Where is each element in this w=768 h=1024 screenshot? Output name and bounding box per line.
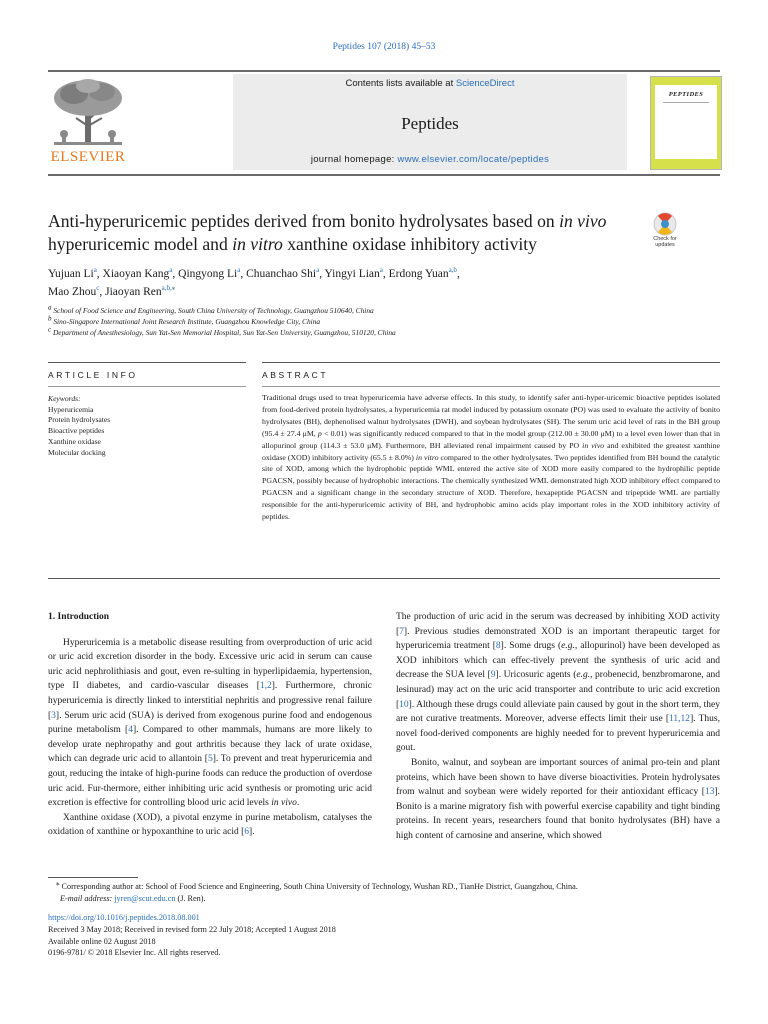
title-text: hyperuricemic model and: [48, 234, 233, 254]
keyword: Xanthine oxidase: [48, 436, 101, 446]
reference-link[interactable]: 6: [244, 827, 250, 838]
affiliation: $^a$ School of Food Science and Engineering, South China University of Technology, Guangzhou 510640, China: [48, 303, 374, 315]
homepage-prefix: journal homepage:: [310, 154, 398, 165]
author[interactable]: Yujuan Li$^a$: [48, 266, 97, 280]
author[interactable]: Xiaoyan Kang$^a$: [102, 266, 173, 280]
elsevier-wordmark: ELSEVIER: [50, 149, 126, 165]
email-label: E-mail address:: [60, 893, 113, 903]
email-link[interactable]: jyren@scut.edu.cn: [114, 893, 176, 903]
keyword: Protein hydrolysates: [48, 415, 111, 425]
journal-citation-link[interactable]: Peptides 107 (2018) 45–53: [332, 42, 436, 52]
sciencedirect-link[interactable]: ScienceDirect: [455, 78, 515, 89]
journal-cover-thumbnail[interactable]: [650, 76, 722, 170]
elsevier-tree-logo[interactable]: [48, 76, 126, 168]
reference-link[interactable]: 13: [704, 787, 715, 798]
keyword: Molecular docking: [48, 447, 106, 457]
check-for-updates-badge[interactable]: [645, 212, 685, 256]
publication-info: [48, 912, 720, 959]
article-info-heading: ARTICLE INFO: [48, 370, 138, 380]
title-italic: in vitro: [232, 234, 283, 254]
journal-homepage: [233, 154, 627, 165]
paragraph: The production of uric acid in the serum was decreased by inhibiting XOD activity [7]. Previous studies demonstrated XOD is an important therapeutic target for hyperuricemia treatment [8]. Some drugs (e.g., allopurinol) have been developed as XOD inhibitors which can effec-tively prevent the synthesis of uric acid and decrease the SUA level [9]. Uricosuric agents (e.g., probenecid, benzbromarone, and lesinurad) may act on the uric acid transporter and contribute to uric acid excretion [10]. Although these drugs could alleviate pain caused by gout in the short term, they are not curative treatments. Moreover, adverse effects limit their use [11,12]. Thus, novel food-derived components are highly needed for to prevent hyperuricemia and gout.: [396, 612, 721, 754]
contents-prefix: Contents lists available at: [345, 78, 456, 89]
keywords-label: Keywords:: [48, 394, 81, 403]
divider: [48, 386, 246, 387]
author[interactable]: Qingyong Li$^a$: [178, 266, 241, 280]
journal-masthead: [48, 70, 720, 176]
body-column-right: [396, 610, 720, 844]
paragraph: Xanthine oxidase (XOD), a pivotal enzyme in purine metabolism, catalyses the oxidation of xanthine or hypoxanthine to uric acid [6].: [48, 812, 372, 838]
crossmark-icon: [645, 212, 685, 236]
reference-link[interactable]: 4: [128, 725, 133, 736]
keyword: Bioactive peptides: [48, 426, 105, 436]
affiliations: [48, 305, 668, 338]
footnote-divider: [48, 877, 138, 878]
reference-link[interactable]: 9: [490, 670, 496, 681]
divider: [48, 578, 720, 579]
paragraph: Hyperuricemia is a metabolic disease resulting from overproduction of uric acid or uric acid excretion disorder in the body. Excessive uric acid in serum can cause uric acid nephrolithiasis and gout, even re-sulting in hyperlipidaemia, hypertension, type II diabetes, and cardio-vascular diseases [1,2]. Furthermore, chronic hyperuricemia is directly linked to interstitial nephritis and progressive renal failure [3]. Serum uric acid (SUA) is derived from exogenous purine food and endogenous purine metabolism [4]. Compared to other mammals, humans are more likely to develop urate nephropathy and gout arthritis because they lack of urate oxidase, which can degrade uric acid to allantoin [5]. To prevent and treat hyperuricemia and gout, reducing the intake of high-purine foods can reduce the production of overdose uric acid. Fur-thermore, either inhibiting uric acid synthesis or promoting uric acid excretion is effective for controlling blood uric acid levels in vivo.: [48, 637, 373, 809]
homepage-link[interactable]: www.elsevier.com/locate/peptides: [397, 154, 550, 165]
online-date: Available online 02 August 2018: [48, 936, 156, 946]
reference-link[interactable]: 10: [399, 699, 409, 710]
body-column-left: [48, 610, 372, 840]
article-title: [48, 210, 643, 256]
corresponding-author-footnote: ⁎ Corresponding author at: School of Food Science and Engineering, South China University of Technology, Wushan RD., TianHe District, Guangzhou, China. E-mail address: jyren@scut.edu.cn (J. Ren).: [56, 879, 578, 903]
corresponding-star: ⁎: [171, 284, 176, 293]
author[interactable]: Mao Zhou$^c$: [48, 284, 100, 298]
history-dates: Received 3 May 2018; Received in revised form 22 July 2018; Accepted 1 August 2018: [48, 924, 336, 934]
reference-link[interactable]: 3: [51, 710, 56, 721]
author[interactable]: Erdong Yuan$^{a,b}$: [388, 266, 457, 280]
affiliation: $^c$ Department of Anesthesiology, Sun Yat-Sen Memorial Hospital, Sun Yat-Sen University, Guangzhou, 510120, China: [48, 325, 396, 337]
keywords-block: [48, 394, 246, 458]
title-italic: in vivo: [559, 211, 607, 231]
author-list: Yujuan Li$^a$, Xiaoyan Kang$^a$, Qingyong Li$^a$, Chuanchao Shi$^a$, Yingyi Lian$^a$, Erdong Yuan$^{a,b}$, Mao Zhou$^c$, Jiaoyan Ren$^{a,b,⁎}$: [48, 266, 460, 298]
author[interactable]: Chuanchao Shi$^a$: [246, 266, 320, 280]
paragraph: Bonito, walnut, and soybean are important sources of animal pro-tein and plant proteins, which have been shown to have diverse bioactivities. Protein hydrolysates from walnut and soybean were widely reported for their antioxidant efficacy [13]. Bonito is a marine migratory fish with powerful exercise capability and tight binding proteins. In recent years, researchers found that bonito hydrolysates (BH) have a high content of carnosine and anserine, which showed: [396, 757, 720, 841]
divider: [262, 362, 720, 363]
divider: [262, 386, 720, 387]
reference-link[interactable]: 8: [495, 641, 501, 652]
tree-icon: [48, 76, 128, 150]
title-text: Anti-hyperuricemic peptides derived from bonito hydrolysates based on: [48, 211, 560, 231]
reference-link[interactable]: 1,2: [259, 681, 272, 692]
keyword: Hyperuricemia: [48, 404, 94, 414]
divider: [48, 362, 246, 363]
abstract-text: Traditional drugs used to treat hyperuricemia have adverse effects. In this study, to identify safer anti-hyper-uricemic bioactive peptides isolated from food-derived protein hydrolysates, a hyperuricemia rat model induced by potassium oxonate (PO) was used to evaluate the activity of bonito hydrolysates (BH), dephenolised walnut hydrolysates (DWH), and soybean hydrolysates (SH). The serum uric acid level of rats in the BH group (95.4 ± 27.4 μM, p < 0.01) was significantly reduced compared to that in the model group (212.00 ± 30.00 μM) to a level even lower than that in allopurinol group (114.3 ± 53.0 μM). Furthermore, BH alleviated renal impairment caused by PO in vivo and exhibited the greatest xanthine oxidase (XOD) inhibitory activity (65.5 ± 8.0%) in vitro compared to the other hydrolysates. Two peptides identified from BH bound the catalytic site of XOD, among which the hydrophobic peptide WML entered the active site of XOD more easily compared to the hydrophilic peptide PGACSN, possibly because of hydrophobic interactions. The chemically synthesized WML demonstrated high XOD inhibitory effect compared to PGACSN and a significant change in the secondary structure of XOD. Therefore, hexapeptide PGACSN and tripeptide WML are partially responsible for the anti-hyperuricemic activity of BH, and hydrophobic amino acids play important roles in the XOD inhibitory activity of peptides.: [262, 393, 721, 522]
section-heading-introduction: 1. Introduction: [48, 612, 110, 622]
author-corresponding[interactable]: Jiaoyan Ren$^{a,b,⁎}$: [105, 284, 176, 298]
reference-link[interactable]: 7: [399, 626, 404, 637]
affiliation: $^b$ Sino-Singapore International Joint Research Institute, Guangzhou Knowledge City, China: [48, 314, 321, 326]
abstract-heading: ABSTRACT: [262, 370, 329, 380]
cover-divider: [663, 102, 709, 103]
copyright: 0196-9781/ © 2018 Elsevier Inc. All rights reserved.: [48, 948, 221, 958]
doi-link[interactable]: https://doi.org/10.1016/j.peptides.2018.08.001: [48, 913, 200, 922]
journal-header-box: [233, 74, 627, 170]
author[interactable]: Yingyi Lian$^a$: [324, 266, 383, 280]
journal-name: Peptides: [401, 114, 459, 133]
title-text: xanthine oxidase inhibitory activity: [282, 234, 537, 254]
reference-link[interactable]: 5: [207, 754, 213, 765]
cover-page: [655, 85, 717, 159]
cover-title: PEPTIDES: [668, 91, 704, 98]
crossmark-label: Check for updates: [653, 236, 677, 248]
reference-link[interactable]: 11,12: [669, 714, 691, 725]
contents-line: [233, 78, 627, 89]
